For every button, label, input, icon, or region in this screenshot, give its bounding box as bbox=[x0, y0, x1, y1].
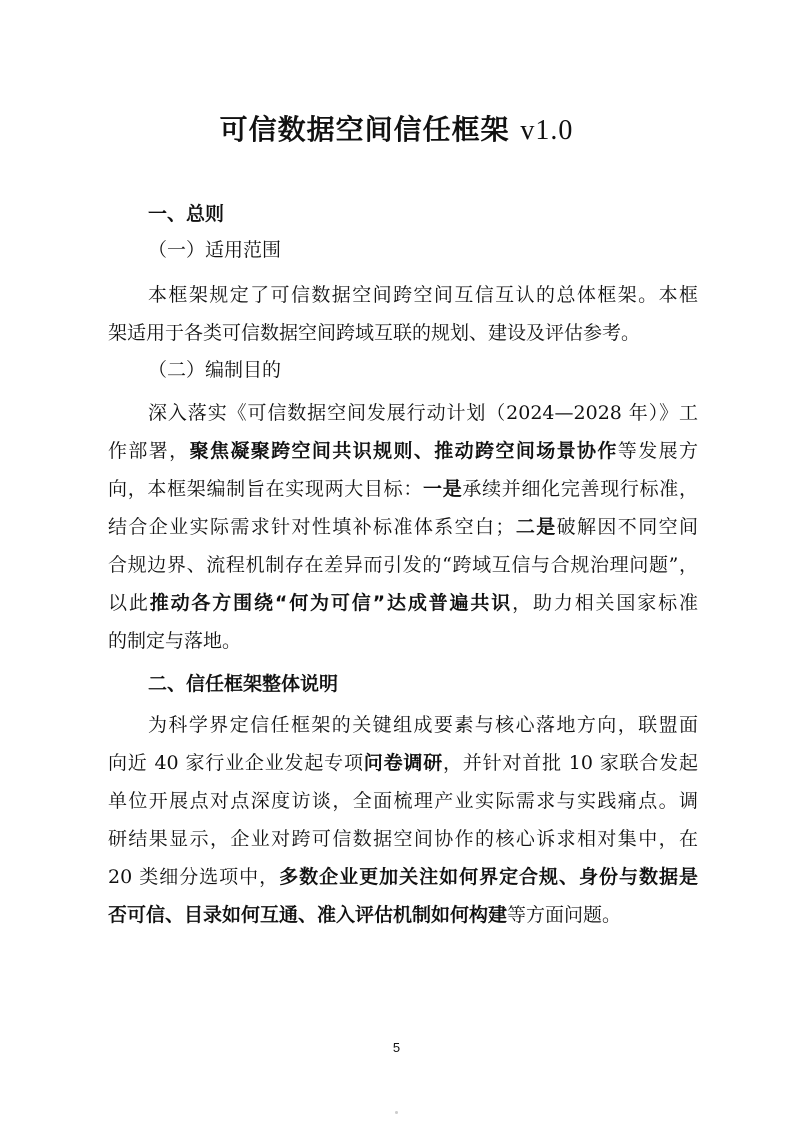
paragraph-line bbox=[108, 902, 698, 928]
paragraph-line: 的制定与落地。 bbox=[108, 630, 242, 652]
paragraph-line: 深入落实《可信数据空间发展行动计划（2024—2028 年）》工 bbox=[148, 402, 698, 424]
text-run: 向近 40 家行业企业发起专项 bbox=[108, 752, 364, 774]
section-1-heading: 一、总则 bbox=[148, 203, 225, 225]
emphasis-text: 一是 bbox=[423, 478, 463, 500]
paragraph-line: 为科学界定信任框架的关键组成要素与核心落地方向，联盟面 bbox=[148, 714, 698, 736]
text-run: 等发展方 bbox=[617, 440, 698, 462]
text-run: 结合企业实际需求针对性填补标准体系空白； bbox=[108, 516, 515, 538]
paragraph-line bbox=[108, 514, 698, 540]
emphasis-text: 多数企业更加关注如何界定合规、身份与数据是 bbox=[279, 866, 698, 888]
paragraph-line: 本框架规定了可信数据空间跨空间互信互认的总体框架。本框 bbox=[148, 284, 698, 306]
subsection-1-heading: （一）适用范围 bbox=[148, 239, 282, 261]
emphasis-text: 聚焦凝聚跨空间共识规则、推动跨空间场景协作 bbox=[189, 440, 618, 462]
text-run: 20 类细分选项中， bbox=[108, 866, 280, 888]
paragraph-line bbox=[108, 590, 698, 616]
emphasis-text: 否可信、目录如何互通、准入评估机制如何构建 bbox=[108, 904, 508, 926]
emphasis-text: 二是 bbox=[514, 516, 557, 538]
paragraph-line: 合规边界、流程机制存在差异而引发的“跨域互信与合规治理问题”， bbox=[108, 554, 698, 576]
section-2-heading: 二、信任框架整体说明 bbox=[148, 673, 339, 695]
emphasis-text: 推动各方围绕“何为可信”达成普遍共识 bbox=[149, 592, 513, 614]
text-run: 等方面问题。 bbox=[507, 904, 622, 926]
text-run: ，并针对首批 10 家联合发起 bbox=[443, 752, 698, 774]
document-title bbox=[0, 108, 793, 148]
emphasis-text: 问卷调研 bbox=[363, 752, 444, 774]
paragraph-line bbox=[108, 750, 698, 776]
page-number: 5 bbox=[392, 1040, 401, 1055]
paragraph-line bbox=[108, 476, 698, 502]
text-run: 破解因不同空间 bbox=[556, 516, 698, 538]
title-version: v1.0 bbox=[520, 115, 574, 146]
text-run: ，助力相关国家标准 bbox=[512, 592, 698, 614]
text-run: 承续并细化完善现行标准， bbox=[462, 478, 698, 500]
text-run: 作部署， bbox=[108, 440, 190, 462]
scroll-indicator-dot bbox=[395, 1111, 398, 1114]
subsection-2-heading: （二）编制目的 bbox=[148, 359, 282, 381]
paragraph-line: 架适用于各类可信数据空间跨域互联的规划、建设及评估参考。 bbox=[108, 322, 641, 344]
title-main: 可信数据空间信任框架 bbox=[219, 113, 510, 146]
paragraph-line: 单位开展点对点深度访谈，全面梳理产业实际需求与实践痛点。调 bbox=[108, 790, 698, 812]
paragraph-line bbox=[108, 438, 698, 464]
text-run: 以此 bbox=[108, 592, 150, 614]
text-run: 向，本框架编制旨在实现两大目标： bbox=[108, 478, 424, 500]
paragraph-line bbox=[108, 864, 698, 890]
paragraph-line: 研结果显示，企业对跨可信数据空间协作的核心诉求相对集中，在 bbox=[108, 828, 698, 850]
